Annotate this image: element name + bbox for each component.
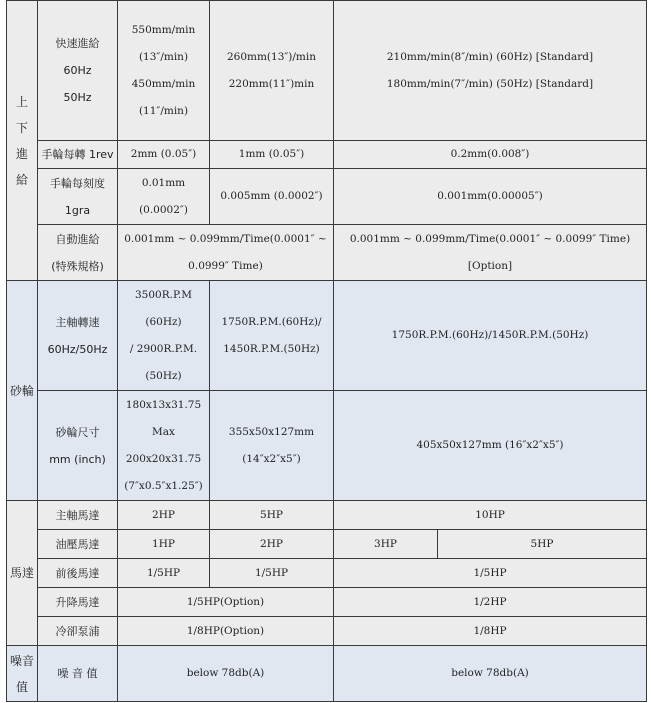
section-label-motor: 馬達 bbox=[7, 501, 38, 646]
row-label: 自動進給 (特殊規格) bbox=[38, 225, 118, 281]
row-label: 前後馬達 bbox=[38, 559, 118, 588]
row-label: 油壓馬達 bbox=[38, 530, 118, 559]
row-handwheel bbox=[7, 141, 647, 169]
cell-value: below 78db(A) bbox=[334, 646, 647, 702]
row-spindle-motor bbox=[7, 501, 647, 530]
cell-value: 1/8HP(Option) bbox=[118, 617, 334, 646]
cell-value: 0.001mm(0.00005″) bbox=[334, 169, 647, 225]
cell-value: 1/5HP bbox=[118, 559, 210, 588]
row-crossfeed-motor bbox=[7, 559, 647, 588]
cell-value: 5HP bbox=[210, 501, 334, 530]
cell-value: 1/8HP bbox=[334, 617, 647, 646]
row-coolant-pump bbox=[7, 617, 647, 646]
cell-value: 10HP bbox=[334, 501, 647, 530]
row-label: 手輪每刻度 1gra bbox=[38, 169, 118, 225]
row-wheel-size bbox=[7, 391, 647, 501]
cell-value: 3HP bbox=[334, 530, 438, 559]
cell-value: 1/5HP bbox=[334, 559, 647, 588]
spec-table bbox=[6, 0, 647, 702]
cell-value: 1/5HP bbox=[210, 559, 334, 588]
cell-value: 0.2mm(0.008″) bbox=[334, 141, 647, 169]
cell-value: 1HP bbox=[118, 530, 210, 559]
cell-value: 0.001mm ~ 0.099mm/Time(0.0001″ ~ 0.0099″ Time) [Option] bbox=[334, 225, 647, 281]
section-label-wheel: 砂輪 bbox=[7, 281, 38, 501]
cell-value: 0.001mm ~ 0.099mm/Time(0.0001″ ~ 0.0999″ Time) bbox=[118, 225, 334, 281]
row-noise bbox=[7, 646, 647, 702]
row-label: 砂輪尺寸 mm (inch) bbox=[38, 391, 118, 501]
cell-value: 5HP bbox=[438, 530, 647, 559]
row-label: 升降馬達 bbox=[38, 588, 118, 617]
row-label: 冷卻泵浦 bbox=[38, 617, 118, 646]
cell-value: 2mm (0.05″) bbox=[118, 141, 210, 169]
cell-value: 260mm(13″)/min 220mm(11″)min bbox=[210, 1, 334, 141]
cell-value: 1/5HP(Option) bbox=[118, 588, 334, 617]
cell-value: 550mm/min (13″/min) 450mm/min (11″/min) bbox=[118, 1, 210, 141]
row-spindle-speed bbox=[7, 281, 647, 391]
section-label-noise: 噪音 值 bbox=[7, 646, 38, 702]
cell-value: 2HP bbox=[118, 501, 210, 530]
cell-value: 1/2HP bbox=[334, 588, 647, 617]
row-label: 主軸馬達 bbox=[38, 501, 118, 530]
row-label: 手輪每轉 1rev bbox=[38, 141, 118, 169]
cell-value: 355x50x127mm (14″x2″x5″) bbox=[210, 391, 334, 501]
row-hydraulic-motor bbox=[7, 530, 647, 559]
cell-value: 3500R.P.M (60Hz) / 2900R.P.M. (50Hz) bbox=[118, 281, 210, 391]
row-label: 快速進給 60Hz 50Hz bbox=[38, 1, 118, 141]
row-elevation-motor bbox=[7, 588, 647, 617]
cell-value: 405x50x127mm (16″x2″x5″) bbox=[334, 391, 647, 501]
row-label: 噪 音 值 bbox=[38, 646, 118, 702]
row-autofeed bbox=[7, 225, 647, 281]
row-label: 主軸轉速 60Hz/50Hz bbox=[38, 281, 118, 391]
cell-value: 1750R.P.M.(60Hz)/1450R.P.M.(50Hz) bbox=[334, 281, 647, 391]
cell-value: below 78db(A) bbox=[118, 646, 334, 702]
cell-value: 2HP bbox=[210, 530, 334, 559]
cell-value: 180x13x31.75 Max 200x20x31.75 (7″x0.5″x1.25″) bbox=[118, 391, 210, 501]
cell-value: 0.005mm (0.0002″) bbox=[210, 169, 334, 225]
section-label-feed: 上 下 進 給 bbox=[7, 1, 38, 281]
row-graduation bbox=[7, 169, 647, 225]
row-rapid-feed bbox=[7, 1, 647, 141]
cell-value: 210mm/min(8″/min) (60Hz) [Standard] 180mm/min(7″/min) (50Hz) [Standard] bbox=[334, 1, 647, 141]
cell-value: 1750R.P.M.(60Hz)/ 1450R.P.M.(50Hz) bbox=[210, 281, 334, 391]
cell-value: 0.01mm (0.0002″) bbox=[118, 169, 210, 225]
cell-value: 1mm (0.05″) bbox=[210, 141, 334, 169]
